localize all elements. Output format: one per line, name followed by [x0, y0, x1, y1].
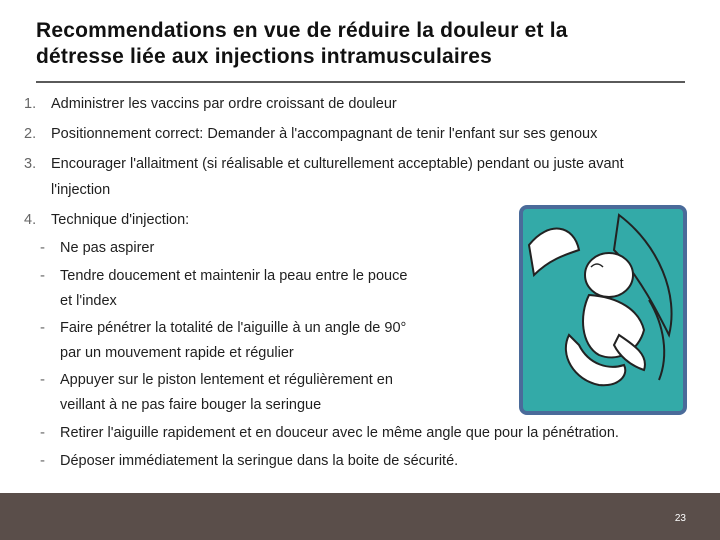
slide-title — [36, 18, 696, 70]
title-line-2: détresse liée aux injections intramusculaires — [36, 45, 493, 68]
dash-bullet: - — [40, 424, 45, 441]
sub-list-text: Faire pénétrer la totalité de l'aiguille à un angle de 90° — [60, 320, 407, 336]
dash-bullet: - — [40, 239, 45, 256]
list-number: 4. — [24, 212, 37, 228]
sub-list-text: Retirer l'aiguille rapidement et en douceur avec le même angle que pour la pénétration. — [60, 425, 619, 441]
list-text: Technique d'injection: — [51, 212, 190, 228]
dash-bullet: - — [40, 371, 45, 388]
sub-list-text: par un mouvement rapide et régulier — [60, 345, 294, 361]
page-number: 23 — [674, 513, 686, 524]
breastfeeding-illustration — [519, 205, 687, 415]
list-text: Positionnement correct: Demander à l'accompagnant de tenir l'enfant sur ses genoux — [51, 126, 598, 142]
sub-list-text: Déposer immédiatement la seringue dans la boite de sécurité. — [60, 453, 459, 469]
list-text: Encourager l'allaitment (si réalisable et culturellement acceptable) pendant ou juste avant — [51, 156, 624, 172]
list-text: l'injection — [51, 182, 111, 198]
sub-list-text: et l'index — [60, 293, 117, 309]
footer-bar — [0, 493, 720, 540]
dash-bullet: - — [40, 452, 45, 469]
dash-bullet: - — [40, 267, 45, 284]
sub-list-text: Appuyer sur le piston lentement et régulièrement en — [60, 372, 393, 388]
list-number: 3. — [24, 156, 37, 172]
sub-list-text: veillant à ne pas faire bouger la seringue — [60, 397, 322, 413]
sub-list-text: Tendre doucement et maintenir la peau entre le pouce — [60, 268, 408, 284]
list-number: 1. — [24, 96, 37, 112]
list-text: Administrer les vaccins par ordre croissant de douleur — [51, 96, 397, 112]
sub-list-text: Ne pas aspirer — [60, 240, 155, 256]
dash-bullet: - — [40, 319, 45, 336]
title-line-1: Recommendations en vue de réduire la douleur et la — [36, 19, 568, 42]
list-number: 2. — [24, 126, 37, 142]
title-divider — [36, 81, 685, 83]
